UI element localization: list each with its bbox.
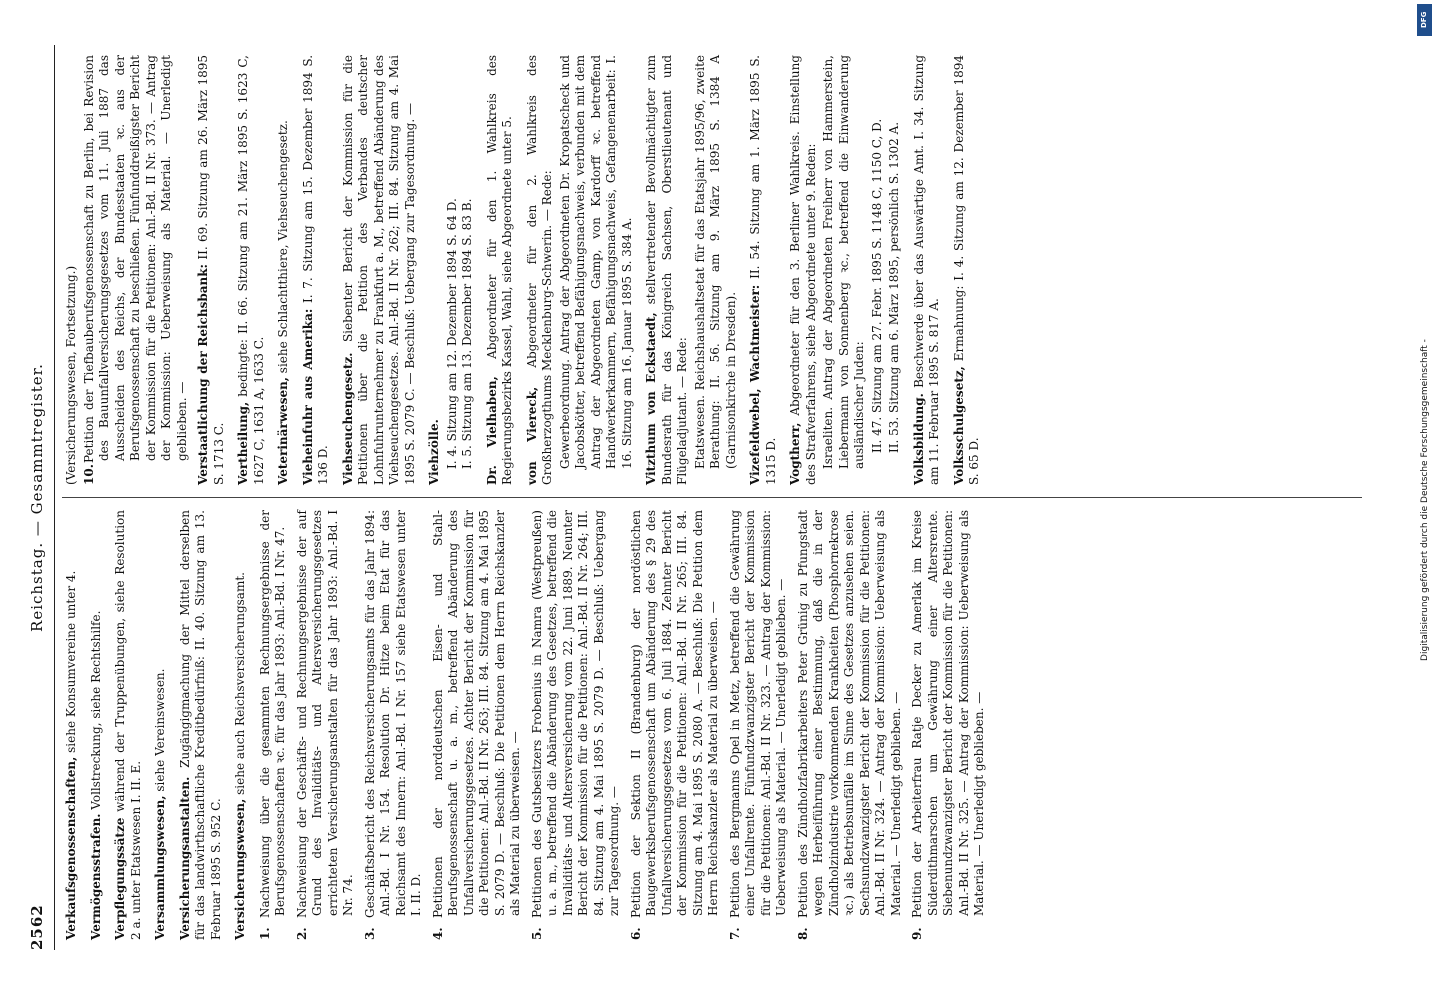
register-entry xyxy=(196,55,227,485)
item-text: Petition der Tiefbauberufsgenossenschaft zu Berlin, bei Revision des Bauunfallversicherungsgesetzes vom 11. Juli 1887 das Ausscheiden des Reichs, der Bundesstaaten ꝛc. aus der Berufsgenossenschaft zu beschließen. Fünfunddreißigster Bericht der Kommission für die Petitionen: Anl.-Bd. II Nr. 373. — Antrag der Kommission: Ueberweisung als Material. — Unerledigt geblieben. — xyxy=(81,55,189,463)
reference-line: I. 4. Sitzung am 12. Dezember 1894 S. 64 D. xyxy=(444,198,459,469)
register-entry xyxy=(153,510,169,940)
numbered-item xyxy=(796,510,905,940)
register-entry xyxy=(341,55,419,485)
register-entry xyxy=(113,510,144,940)
item-text: Petitionen des Gutsbesitzers Frobenius in Namra (Westpreußen) u. a. m., betreffend die Abänderung des Gesetzes, betreffend die Invaliditäts- und Altersversicherung vom 22. Juni 1889. Neunter Bericht der Kommission für die Petitionen: Anl.-Bd. II Nr. 264; III. 84. Sitzung am 4. Mai 1895 S. 2079 D. — Beschluß: Uebergang zur Tagesordnung. — xyxy=(529,510,621,918)
speech-reference: Gewerbeordnung. Antrag der Abgeordneten Dr. Kropatscheck und Jacobskötter, betreffend Befähigungsnachweis, verbunden mit dem Antrag der Abgeordneten Gamp, von Kardorff ꝛc. betreffend Handwerkerkammern, Befähigungsnachweis, Gefangenenarbeit: I. 16. Sitzung am 16. Januar 1895 S. 384 A. xyxy=(557,55,634,469)
item-number: 4. xyxy=(430,927,445,940)
entry-text: siehe Schlachtthiere, Viehseuchengesetz. xyxy=(276,120,290,378)
item-text: Nachweisung der Geschäfts- und Rechnungsergebnisse der auf Grund des Invaliditäts- und Altersversicherungsgesetzes errichteten Versicherungsanstalten für das Jahr 1893: Anl.-Bd. I Nr. 74. xyxy=(294,510,355,918)
entry-text: Beschwerde über das Auswärtige Amt. I. 34. Sitzung am 11. Februar 1895 S. 817 A. xyxy=(911,55,941,485)
entry-title: Dr. Vielhaben, xyxy=(484,376,499,485)
numbered-item xyxy=(910,510,988,940)
entry-text: Siebenter Bericht der Kommission für die Petitionen über die Petition des Verbandes deutscher Lohnfuhrunternehmer zu Frankfurt a. M., betreffend Abänderung des Viehseuchengesetzes. Anl.-Bd. II Nr. 262; III. 84. Sitzung am 4. Mai 1895 S. 2079 C. — Beschluß: Uebergang zur Tagesordnung. — xyxy=(340,55,417,485)
register-entry xyxy=(301,55,332,485)
reference-line: I. 5. Sitzung am 13. Dezember 1894 S. 83 B. xyxy=(460,198,474,469)
item-number: 5. xyxy=(529,927,544,940)
register-entry xyxy=(485,55,516,485)
item-text: Petition des Bergmanns Opel in Metz, betreffend die Gewährung einer Unfallrente. Fünfundzwanzigster Bericht der Kommission für die Petitionen: Anl.-Bd. II Nr. 323. — Antrag der Kommission: Ueberweisung als Material. — Unerledigt geblieben. — xyxy=(727,510,788,918)
numbered-item xyxy=(431,510,524,940)
register-entry xyxy=(525,55,556,485)
register-entry xyxy=(233,510,249,940)
entry-title: Viehzölle. xyxy=(427,419,441,485)
reference-line: II. 53. Sitzung am 6. März 1895, persönlich S. 1302 A. xyxy=(887,121,901,453)
continuation-title: (Versicherungswesen, Fortsetzung.) xyxy=(64,265,78,485)
item-text: Petition der Arbeiterfrau Ratje Decker zu Amerlak im Kreise Süderdithmarschen um Gewährung einer Altersrente. Siebenundzwanzigster Bericht der Kommission für die Petitionen: Anl.-Bd. II Nr. 325. — Antrag der Kommission: Ueberweisung als Material. — Unerledigt geblieben. — xyxy=(910,510,986,918)
numbered-item xyxy=(728,510,790,940)
numbered-item xyxy=(530,510,623,940)
entry-title: Verstaatlichung der Reichsbank: xyxy=(196,264,210,485)
item-text: Petition der Sektion II (Brandenburg) der nordöstlichen Baugewerksberufsgenossenschaft um Abänderung des § 29 des Unfallversicherungsgesetzes vom 6. Juli 1884. Zehnter Bericht der Kommission für die Petitionen: Anl.-Bd. II Nr. 265; III. 84. Sitzung am 4. Mai 1895 S. 2080 A. — Beschluß: Die Petition dem Herrn Reichskanzler als Material zu überweisen. — xyxy=(628,510,720,918)
reference-line: II. 47. Sitzung am 27. Febr. 1895 S. 1148 C, 1150 C, D. xyxy=(869,118,884,453)
item-number: 1. xyxy=(257,927,272,940)
item-number: 7. xyxy=(727,927,742,940)
register-entry xyxy=(276,55,292,485)
entry-title: Versicherungswesen, xyxy=(233,798,247,940)
entry-title: Vieheinfuhr aus Amerika: xyxy=(300,308,315,485)
entry-title: Volksbildung. xyxy=(911,393,926,485)
item-number: 6. xyxy=(628,927,643,940)
entry-title: Versicherungsanstalten. xyxy=(177,776,192,940)
register-entry xyxy=(748,55,779,485)
entry-text: siehe Konsumvereine unter 4. xyxy=(64,570,78,757)
item-number: 10. xyxy=(81,464,96,485)
entry-text: Zugängigmachung der Mittel derselben für das landwirthschaftliche Kreditbedürfniß: II. 40. Sitzung am 13. Februar 1895 S. 952 C. xyxy=(177,510,223,940)
dfg-logo: DFG xyxy=(1417,4,1432,36)
numbered-item xyxy=(258,510,289,940)
entry-text: Abgeordneter für den 3. Berliner Wahlkreis. Einstellung des Strafverfahrens, siehe Abgeordnete unter 9. Reden: xyxy=(788,55,818,485)
item-text: Petitionen der norddeutschen Eisen- und Stahl-Berufsgenossenschaft u. a. m., betreffend Abänderung des Unfallversicherungsgesetzes. Achter Bericht der Kommission für die Petitionen: Anl.-Bd. II Nr. 263; III. 84. Sitzung am 4. Mai 1895 S. 2079 D. — Beschluß: Die Petitionen dem Herrn Reichskanzler als Material zu überweisen. — xyxy=(430,510,522,918)
entry-title: Vitzthum von Eckstaedt, xyxy=(644,312,658,485)
entry-title: Vogtherr, xyxy=(788,422,802,485)
entry-text: Ermahnung: I. 4. Sitzung am 12. Dezember 1894 S. 65 D. xyxy=(951,55,981,485)
entry-text: bedingte: II. 66. Sitzung am 21. März 1895 S. 1623 C, 1627 C, 1631 A, 1633 C. xyxy=(236,55,266,485)
entry-title: Vertheilung, xyxy=(236,401,250,485)
entry-text: II. 69. Sitzung am 26. März 1895 S. 1713 C. xyxy=(196,55,226,485)
entry-title: Verpflegungssätze xyxy=(113,817,127,940)
item-number: 3. xyxy=(362,927,377,940)
register-entry xyxy=(178,510,225,940)
entry-title: von Viereck, xyxy=(524,386,539,485)
entry-title: Verkaufsgenossenschaften, xyxy=(64,756,78,940)
numbered-item xyxy=(363,510,425,940)
page-header xyxy=(24,45,54,950)
entry-text: Abgeordneter für den 1. Wahlkreis des Regierungsbezirks Kassel, Wahl, siehe Abgeordnete unter 5. xyxy=(484,54,514,485)
register-entry xyxy=(64,510,80,940)
entry-text: siehe Vereinswesen. xyxy=(153,668,167,796)
item-number: 9. xyxy=(910,927,924,940)
entry-title: Vermögensstrafen. xyxy=(88,813,103,940)
entry-title: Volksschulgesetz, xyxy=(951,366,966,485)
entry-text: II. 54. Sitzung am 1. März 1895 S. 1315 D. xyxy=(748,55,778,485)
register-entry xyxy=(788,55,819,485)
register-entry xyxy=(89,510,105,940)
column-divider xyxy=(62,497,1362,498)
entry-text: siehe auch Reichsversicherungsamt. xyxy=(233,572,247,799)
entry-text: Abgeordneter für den 2. Wahlkreis des Großherzogthums Mecklenburg-Schwerin. — Rede: xyxy=(524,55,554,485)
entry-text: Vollstreckung, siehe Rechtshilfe. xyxy=(88,610,103,814)
numbered-item xyxy=(82,55,191,485)
entry-title: Veterinärwesen, xyxy=(276,377,290,485)
entry-title: Vizefeldwebel, Wachtmeister: xyxy=(748,284,762,485)
item-text: Petition des Zündholzfabrikarbeiters Peter Grünig zu Pfungstadt wegen Herbeiführung einer Bestimmung, daß die in der Zündholzindustrie vorkommenden Krankheiten (Phosphornekrose ꝛc.) als Betriebsunfälle im Sinne des Gesetzes anzusehen seien. Sechsundzwanzigster Bericht der Kommission für die Petitionen: Anl.-Bd. II Nr. 324. — Antrag der Kommission: Ueberweisung als Material. — Unerledigt geblieben. — xyxy=(795,510,903,918)
item-text: Nachweisung über die gesammten Rechnungsergebnisse der Berufsgenossenschaften ꝛc. für das Jahr 1893: Anl.-Bd. I Nr. 47. xyxy=(257,510,287,918)
numbered-item xyxy=(629,510,722,940)
entry-title: Versammlungswesen, xyxy=(153,795,167,940)
entry-text: I. 7. Sitzung am 15. Dezember 1894 S. 136 D. xyxy=(300,54,330,485)
register-entry xyxy=(236,55,267,485)
register-entry xyxy=(427,55,443,485)
entry-title: Viehseuchengesetz. xyxy=(340,352,355,485)
credit-text: Digitalisierung gefördert durch die Deutsche Forschungsgemeinschaft - xyxy=(1420,339,1430,661)
left-column xyxy=(64,510,994,940)
item-number: 8. xyxy=(795,927,810,940)
register-entry xyxy=(952,55,983,485)
page-number: 2562 xyxy=(28,904,46,950)
item-text: Geschäftsbericht des Reichsversicherungsamts für das Jahr 1894: Anl.-Bd. I Nr. 154. Resolution Dr. Hitze beim Etat für das Reichsamt des Innern: Anl.-Bd. I Nr. 157 siehe Etatswesen unter I. II. D. xyxy=(362,510,423,918)
numbered-item xyxy=(295,510,357,940)
item-number: 2. xyxy=(294,927,309,940)
register-entry xyxy=(644,55,691,485)
register-entry xyxy=(912,55,943,485)
digitization-credit xyxy=(1418,10,1432,990)
speech-reference: Israeliten. Antrag der Abgeordneten Freiherr von Hammerstein, Liebermann von Sonnenberg ꝛc., betreffend die Einwanderung ausländischer Juden: xyxy=(821,55,866,469)
entry-text: während der Truppenübungen, siehe Resolution 2 a. unter Etatswesen I. II. E. xyxy=(113,510,143,940)
running-title: Reichstag. — Gesammtregister. xyxy=(28,363,46,632)
speech-reference: Etatswesen. Reichshaushaltsetat für das Etatsjahr 1895/96, zweite Berathung: II. 56. Sitzung am 9. März 1895 S. 1384 A (Garnisonkirche in Dresden). xyxy=(692,55,738,469)
header-rule xyxy=(54,45,55,950)
entry-text: stellvertretender Bevollmächtigter zum Bundesrath für das Königreich Sachsen, Oberstlieutenant und Flügeladjutant. — Rede: xyxy=(644,55,689,485)
right-column xyxy=(64,55,992,485)
